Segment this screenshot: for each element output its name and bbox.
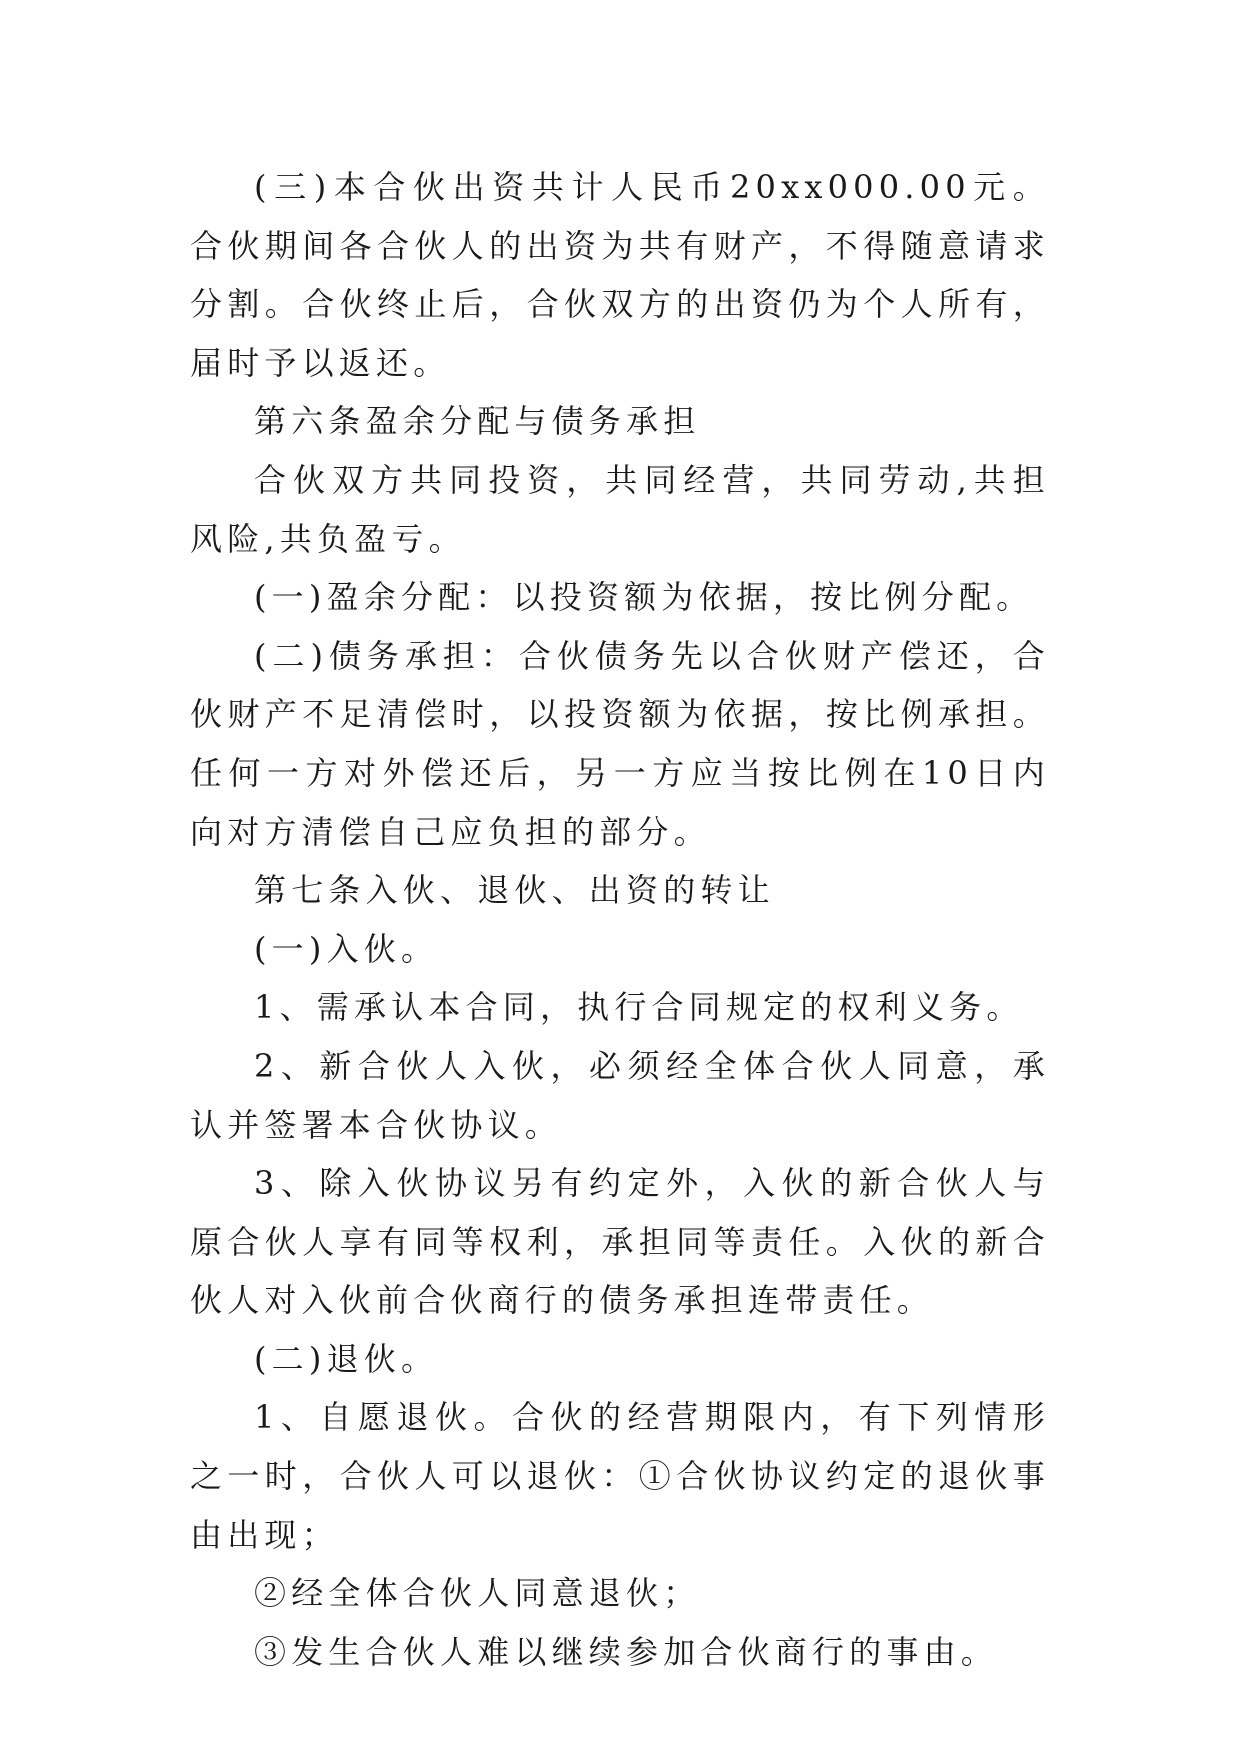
paragraph-withdrawal-condition-3: ③发生合伙人难以继续参加合伙商行的事由。 [254,1632,999,1671]
paragraph-withdrawal-condition-2: ②经全体合伙人同意退伙； [254,1574,701,1613]
heading-article-6: 第六条盈余分配与债务承担 [254,402,701,441]
paragraph-debt-bearing: (二)债务承担：合伙债务先以合伙财产偿还，合伙财产不足清偿时，以投资额为依据，按比例承担。任何一方对外偿还后，另一方应当按比例在10日内向对方清偿自己应负担的部分。 [190,636,1050,851]
paragraph-admission-item-3: 3、除入伙协议另有约定外，入伙的新合伙人与原合伙人享有同等权利，承担同等责任。入伙的新合伙人对入伙前合伙商行的债务承担连带责任。 [190,1164,1050,1320]
heading-article-7: 第七条入伙、退伙、出资的转让 [254,871,775,910]
paragraph-withdrawal-item-1: 1、自愿退伙。合伙的经营期限内，有下列情形之一时，合伙人可以退伙：①合伙协议约定的退伙事由出现； [190,1398,1050,1554]
paragraph-capital-total: (三)本合伙出资共计人民币20xx000.00元。合伙期间各合伙人的出资为共有财产，不得随意请求分割。合伙终止后，合伙双方的出资仍为个人所有，届时予以返还。 [190,168,1050,382]
paragraph-admission-item-2: 2、新合伙人入伙，必须经全体合伙人同意，承认并签署本合伙协议。 [190,1046,1050,1144]
paragraph-joint-investment: 合伙双方共同投资，共同经营，共同劳动,共担风险,共负盈亏。 [190,460,1050,558]
paragraph-admission-heading: (一)入伙。 [254,929,439,968]
document-body [190,158,1050,1681]
paragraph-admission-item-1: 1、需承认本合同，执行合同规定的权利义务。 [254,988,1024,1027]
paragraph-withdrawal-heading: (二)退伙。 [254,1339,439,1378]
paragraph-profit-distribution: (一)盈余分配：以投资额为依据，按比例分配。 [254,578,1034,617]
